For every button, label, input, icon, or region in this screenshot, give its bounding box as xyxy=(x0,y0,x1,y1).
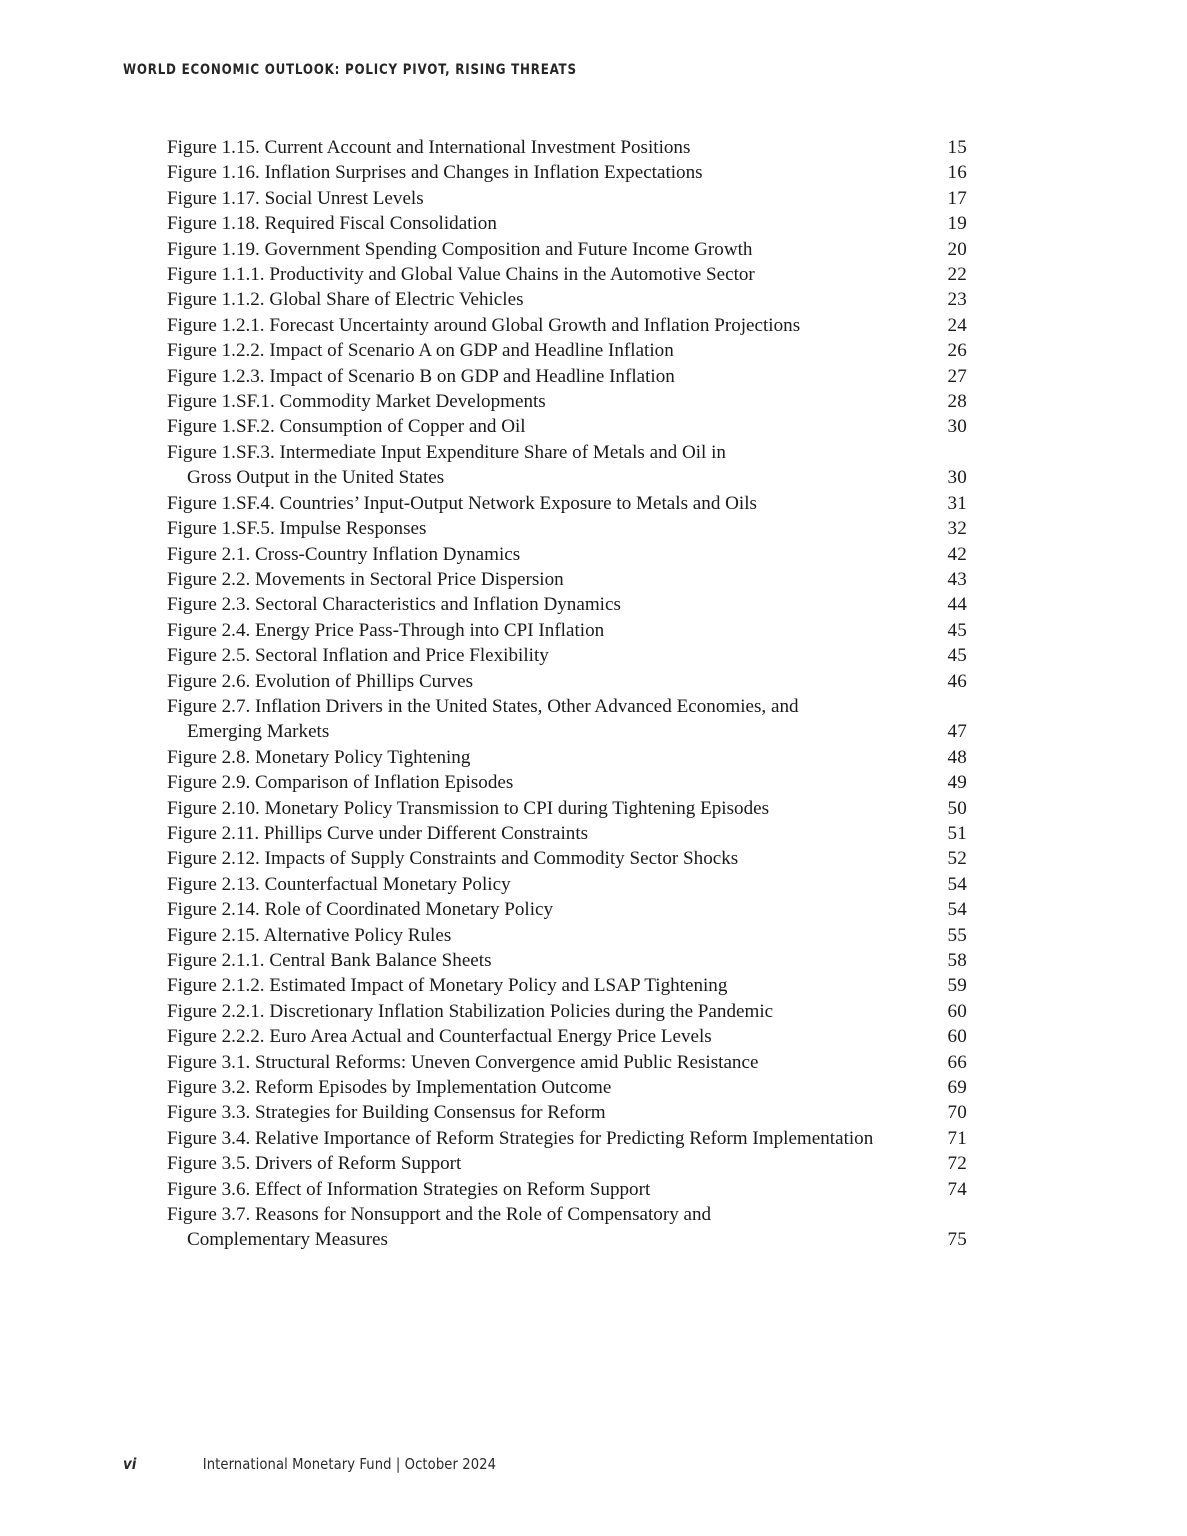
figure-entry[interactable] xyxy=(167,516,967,541)
figure-title-text: Emerging Markets xyxy=(187,721,330,743)
figure-title-text: Figure 1.15. Current Account and International Investment Positions xyxy=(167,137,691,158)
figure-entry[interactable] xyxy=(167,1177,967,1202)
figure-title-text: Figure 1.SF.4. Countries’ Input-Output Network Exposure to Metals and Oils xyxy=(167,492,757,514)
figure-entry-title xyxy=(167,262,967,287)
figure-title-text: Figure 2.15. Alternative Policy Rules xyxy=(167,924,452,946)
figure-entry[interactable] xyxy=(167,821,967,846)
figure-page-number: 51 xyxy=(947,822,967,844)
figure-title-text: Figure 3.3. Strategies for Building Consensus for Reform xyxy=(167,1102,606,1124)
figure-title-text: Figure 3.4. Relative Importance of Reform Strategies for Predicting Reform Implementation xyxy=(167,1127,874,1149)
figure-entry-title xyxy=(167,1177,967,1202)
figure-title-text: Figure 1.2.3. Impact of Scenario B on GDP and Headline Inflation xyxy=(167,365,675,387)
figure-page-number: 75 xyxy=(947,1229,967,1251)
figure-page-number: 44 xyxy=(947,594,967,616)
figure-page-number: 71 xyxy=(947,1127,967,1149)
figure-page-number: 59 xyxy=(947,975,967,997)
figure-entry-title xyxy=(167,694,967,719)
figure-title-text: Gross Output in the United States xyxy=(187,467,445,489)
figure-title-text: Figure 3.2. Reform Episodes by Implementation Outcome xyxy=(167,1077,612,1099)
figure-page-number: 15 xyxy=(947,137,967,158)
figure-entry[interactable] xyxy=(167,211,967,236)
footer-imprint: International Monetary Fund | October 2024 xyxy=(202,1455,497,1473)
figure-entry-title xyxy=(167,973,967,998)
figure-title-text: Figure 2.1. Cross-Country Inflation Dynamics xyxy=(167,543,521,565)
figure-page-number: 24 xyxy=(947,314,967,336)
figure-page-number: 49 xyxy=(947,772,967,794)
figure-entry[interactable] xyxy=(167,846,967,871)
figure-entry-title xyxy=(167,999,967,1024)
figure-entry[interactable] xyxy=(167,770,967,795)
figure-title-text: Figure 1.18. Required Fiscal Consolidation xyxy=(167,213,497,235)
figure-entry[interactable] xyxy=(167,262,967,287)
figure-entry-title xyxy=(167,1100,967,1125)
figure-entry[interactable] xyxy=(167,923,967,948)
figure-entry[interactable] xyxy=(167,643,967,668)
figure-page-number: 54 xyxy=(947,873,967,895)
figure-page-number: 23 xyxy=(947,289,967,311)
figure-entry[interactable] xyxy=(167,313,967,338)
figure-title-text: Figure 3.5. Drivers of Reform Support xyxy=(167,1153,462,1175)
figure-entry-title xyxy=(167,948,967,973)
figure-page-number: 46 xyxy=(947,670,967,692)
figure-entry[interactable] xyxy=(167,338,967,363)
figure-entry-title xyxy=(167,440,967,465)
figure-title-text: Figure 1.2.1. Forecast Uncertainty around Global Growth and Inflation Projections xyxy=(167,314,801,336)
figure-page-number: 28 xyxy=(947,391,967,413)
figure-entry[interactable] xyxy=(167,287,967,312)
figure-entry-title xyxy=(167,542,967,567)
figure-entry-title xyxy=(167,313,967,338)
figure-entry-title xyxy=(167,491,967,516)
figure-entry[interactable] xyxy=(167,440,967,491)
figure-page-number: 20 xyxy=(947,238,967,260)
figure-entry[interactable] xyxy=(167,745,967,770)
figure-entry[interactable] xyxy=(167,669,967,694)
figure-entry-title xyxy=(167,1126,967,1151)
figure-page-number: 74 xyxy=(947,1178,967,1200)
figure-entry[interactable] xyxy=(167,491,967,516)
figure-page-number: 45 xyxy=(947,645,967,667)
figure-entry-title xyxy=(167,287,967,312)
figure-title-text: Figure 1.19. Government Spending Composition and Future Income Growth xyxy=(167,238,753,260)
figure-entry[interactable] xyxy=(167,542,967,567)
figure-title-text: Figure 2.11. Phillips Curve under Different Constraints xyxy=(167,822,589,844)
figure-page-number: 42 xyxy=(947,543,967,565)
page-folio: vi xyxy=(123,1455,137,1473)
figure-entry-title-continued xyxy=(167,719,967,744)
figure-title-text: Figure 2.1.1. Central Bank Balance Sheets xyxy=(167,950,492,971)
figure-page-number: 45 xyxy=(947,619,967,641)
figure-entry-title xyxy=(167,846,967,871)
figure-entry-title xyxy=(167,897,967,922)
figure-page-number: 60 xyxy=(947,1026,967,1048)
figure-entry[interactable] xyxy=(167,237,967,262)
figure-entry-title xyxy=(167,669,967,694)
figure-entry-title xyxy=(167,770,967,795)
figure-title-text: Figure 1.SF.5. Impulse Responses xyxy=(167,518,427,540)
figure-title-text: Figure 3.7. Reasons for Nonsupport and the Role of Compensatory and xyxy=(167,1204,712,1226)
figure-page-number: 48 xyxy=(947,746,967,768)
figure-title-text: Figure 2.9. Comparison of Inflation Episodes xyxy=(167,772,514,794)
page-footer xyxy=(123,1455,504,1473)
figure-page-number: 52 xyxy=(947,848,967,870)
figure-entry-title-continued xyxy=(167,465,967,490)
figure-entry-title xyxy=(167,338,967,363)
figure-page-number: 47 xyxy=(947,721,967,743)
figure-entry[interactable] xyxy=(167,796,967,821)
figure-entry-title xyxy=(167,745,967,770)
figure-page-number: 43 xyxy=(947,568,967,590)
figure-entry-title xyxy=(167,796,967,821)
figure-page-number: 55 xyxy=(947,924,967,946)
figure-page-number: 16 xyxy=(947,162,967,184)
figure-title-text: Figure 1.1.2. Global Share of Electric Vehicles xyxy=(167,289,524,311)
figure-entry-title xyxy=(167,1024,967,1049)
figure-page-number: 31 xyxy=(947,492,967,514)
figure-entry-title xyxy=(167,135,967,160)
figure-entry[interactable] xyxy=(167,567,967,592)
figure-title-text: Figure 1.SF.2. Consumption of Copper and Oil xyxy=(167,416,526,438)
figure-title-text: Figure 2.14. Role of Coordinated Monetary Policy xyxy=(167,899,554,921)
figure-entry-title xyxy=(167,516,967,541)
figure-title-text: Figure 2.1.2. Estimated Impact of Monetary Policy and LSAP Tightening xyxy=(167,975,728,997)
figure-page-number: 30 xyxy=(947,416,967,438)
figure-title-text: Figure 2.3. Sectoral Characteristics and Inflation Dynamics xyxy=(167,594,621,616)
figure-entry-title xyxy=(167,186,967,211)
figure-entry-title xyxy=(167,389,967,414)
figure-title-text: Figure 2.12. Impacts of Supply Constraints and Commodity Sector Shocks xyxy=(167,848,739,870)
figure-page-number: 50 xyxy=(947,797,967,819)
figure-page-number: 27 xyxy=(947,365,967,387)
figure-title-text: Figure 2.4. Energy Price Pass-Through into CPI Inflation xyxy=(167,619,605,641)
figure-title-text: Figure 1.1.1. Productivity and Global Value Chains in the Automotive Sector xyxy=(167,264,755,286)
figure-entry[interactable] xyxy=(167,872,967,897)
figure-page-number: 58 xyxy=(947,950,967,971)
figure-title-text: Figure 2.2. Movements in Sectoral Price Dispersion xyxy=(167,568,564,590)
figure-title-text: Figure 2.5. Sectoral Inflation and Price Flexibility xyxy=(167,645,549,667)
figure-entry[interactable] xyxy=(167,897,967,922)
figure-entry-title xyxy=(167,160,967,185)
figure-entry[interactable] xyxy=(167,618,967,643)
figure-page-number: 22 xyxy=(947,264,967,286)
figure-entry-title xyxy=(167,821,967,846)
figure-entry[interactable] xyxy=(167,1100,967,1125)
figure-entry[interactable] xyxy=(167,414,967,439)
figure-entry[interactable] xyxy=(167,999,967,1024)
figure-entry[interactable] xyxy=(167,1075,967,1100)
figure-page-number: 60 xyxy=(947,1000,967,1022)
figure-title-text: Figure 2.2.2. Euro Area Actual and Counterfactual Energy Price Levels xyxy=(167,1026,712,1048)
figure-entry-title xyxy=(167,1050,967,1075)
figure-page-number: 72 xyxy=(947,1153,967,1175)
figure-title-text: Figure 2.2.1. Discretionary Inflation Stabilization Policies during the Pandemic xyxy=(167,1000,774,1022)
figure-title-text: Figure 2.8. Monetary Policy Tightening xyxy=(167,746,471,768)
figure-title-text: Figure 2.6. Evolution of Phillips Curves xyxy=(167,670,474,692)
figure-entry[interactable] xyxy=(167,694,967,745)
figure-entry-title xyxy=(167,211,967,236)
figure-entry[interactable] xyxy=(167,1024,967,1049)
figure-title-text: Figure 1.SF.3. Intermediate Input Expenditure Share of Metals and Oil in xyxy=(167,441,726,463)
figure-page-number: 17 xyxy=(947,187,967,209)
figure-page-number: 54 xyxy=(947,899,967,921)
figure-entry[interactable] xyxy=(167,1151,967,1176)
figure-title-text: Figure 2.7. Inflation Drivers in the United States, Other Advanced Economies, and xyxy=(167,695,799,717)
figure-title-text: Figure 2.13. Counterfactual Monetary Policy xyxy=(167,873,511,895)
figure-entry-title xyxy=(167,618,967,643)
figure-page-number: 26 xyxy=(947,340,967,362)
figure-page-number: 69 xyxy=(947,1077,967,1099)
figure-entry-title xyxy=(167,923,967,948)
figure-title-text: Figure 1.2.2. Impact of Scenario A on GDP and Headline Inflation xyxy=(167,340,674,362)
figure-entry[interactable] xyxy=(167,186,967,211)
figure-entry[interactable] xyxy=(167,364,967,389)
figure-page-number: 66 xyxy=(947,1051,967,1073)
figure-entry[interactable] xyxy=(167,1202,967,1253)
figure-page-number: 70 xyxy=(947,1102,967,1124)
figure-entry-title xyxy=(167,1202,967,1227)
figure-title-text: Figure 2.10. Monetary Policy Transmission to CPI during Tightening Episodes xyxy=(167,797,770,819)
figure-page-number: 30 xyxy=(947,467,967,489)
figure-entry[interactable] xyxy=(167,973,967,998)
figure-title-text: Figure 1.SF.1. Commodity Market Developments xyxy=(167,391,546,413)
figure-entry-title xyxy=(167,237,967,262)
list-of-figures xyxy=(167,135,967,1253)
figure-title-text: Complementary Measures xyxy=(187,1229,388,1251)
figure-page-number: 19 xyxy=(947,213,967,235)
figure-entry-title xyxy=(167,643,967,668)
figure-entry[interactable] xyxy=(167,1126,967,1151)
figure-entry-title xyxy=(167,592,967,617)
figure-entry[interactable] xyxy=(167,948,967,973)
figure-entry[interactable] xyxy=(167,160,967,185)
figure-title-text: Figure 1.17. Social Unrest Levels xyxy=(167,187,424,209)
figure-page-number: 32 xyxy=(947,518,967,540)
figure-entry-title xyxy=(167,364,967,389)
figure-entry[interactable] xyxy=(167,1050,967,1075)
figure-entry-title xyxy=(167,872,967,897)
running-header: WORLD ECONOMIC OUTLOOK: POLICY PIVOT, RISING THREATS xyxy=(123,62,577,78)
figure-entry[interactable] xyxy=(167,389,967,414)
figure-entry-title xyxy=(167,414,967,439)
figure-title-text: Figure 1.16. Inflation Surprises and Changes in Inflation Expectations xyxy=(167,162,703,184)
figure-entry[interactable] xyxy=(167,135,967,160)
figure-title-text: Figure 3.6. Effect of Information Strategies on Reform Support xyxy=(167,1178,651,1200)
figure-entry-title xyxy=(167,1151,967,1176)
figure-entry-title xyxy=(167,1075,967,1100)
figure-title-text: Figure 3.1. Structural Reforms: Uneven Convergence amid Public Resistance xyxy=(167,1051,759,1073)
figure-entry-title-continued xyxy=(167,1227,967,1252)
figure-entry-title xyxy=(167,567,967,592)
figure-entry[interactable] xyxy=(167,592,967,617)
